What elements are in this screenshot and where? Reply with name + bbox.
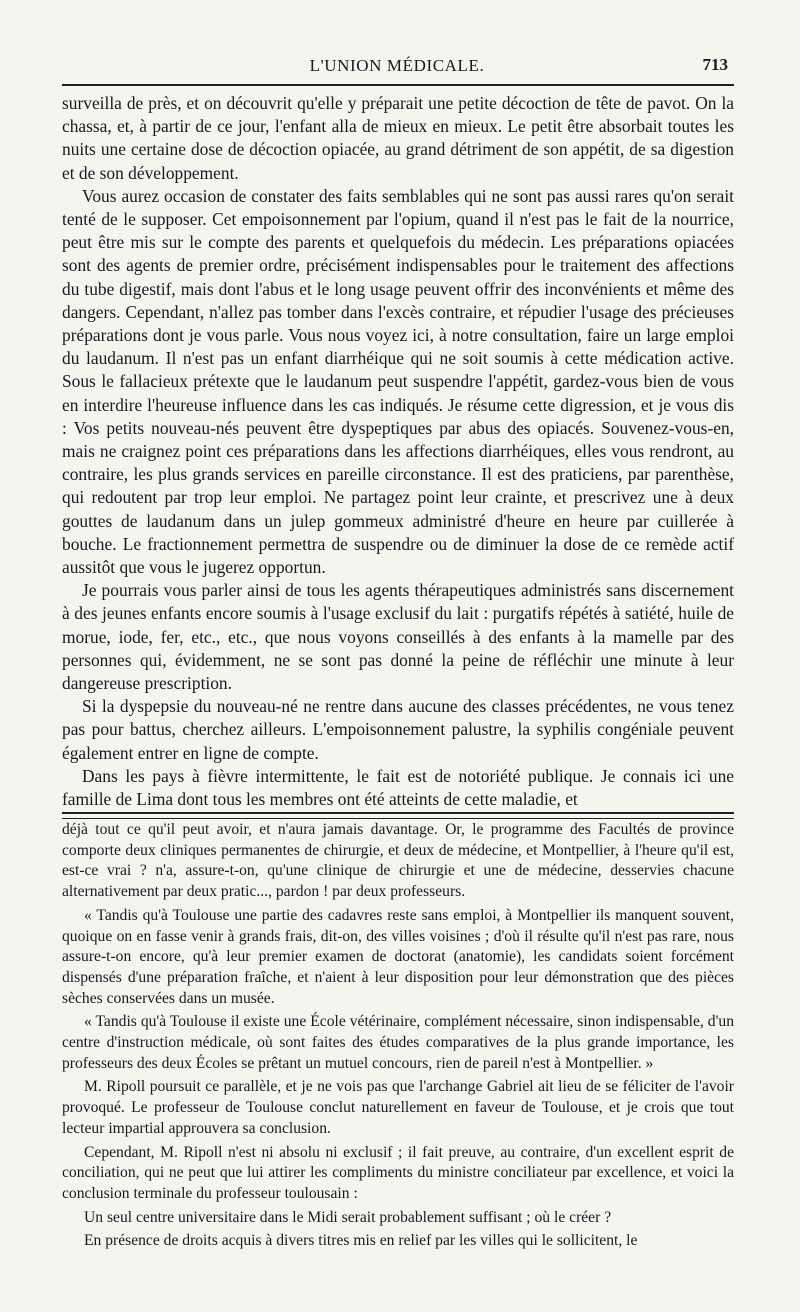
feuilleton-paragraph: En présence de droits acquis à divers titres mis en relief par les villes qui le sollicitent, le: [84, 1232, 638, 1250]
feuilleton-paragraph: Cependant, M. Ripoll n'est ni absolu ni exclusif ; il fait preuve, au contraire, d'un excellent esprit de conciliation, qui ne peut que lui attirer les compliments du ministre conciliateur par excellence, et voici la conclusion terminale du professeur toulousain :: [62, 1143, 734, 1202]
feuilleton-separator-rule: [62, 812, 734, 819]
main-paragraph: Je pourrais vous parler ainsi de tous les agents thérapeutiques administrés sans discernement à des jeunes enfants encore soumis à l'usage exclusif du lait : purgatifs répétés à satiété, huile de morue, iode, fer, etc., etc., que nous voyons conseillés à des enfants à la mamelle par des personnes qui, évidemment, ne se sont pas donné la peine de réfléchir une minute à leur dangereuse prescription.: [62, 580, 734, 694]
feuilleton-paragraph: Un seul centre universitaire dans le Midi serait probablement suffisant ; où le créer ?: [84, 1208, 612, 1226]
main-paragraph: surveilla de près, et on découvrit qu'elle y préparait une petite décoction de tête de pavot. On la chassa, et, à partir de ce jour, l'enfant alla de mieux en mieux. Le petit être absorbait toutes les nuits une certaine dose de décoction opiacée, au grand détriment de son appétit, de sa digestion et de son développement.: [62, 93, 734, 183]
feuilleton-paragraph: déjà tout ce qu'il peut avoir, et n'aura jamais davantage. Or, le programme des Facultés de province comporte deux cliniques permanentes de chirurgie, et deux de médecine, et Montpellier, à l'heure qu'il est, est-ce vrai ? n'a, assure-t-on, qu'une clinique de chirurgie et une de médecine, desservies chacune alternativement par deux pratic..., pardon ! par deux professeurs.: [62, 821, 734, 901]
feuilleton-text-column: [62, 820, 734, 1255]
header-rule: [62, 84, 734, 86]
feuilleton-paragraph: « Tandis qu'à Toulouse il existe une École vétérinaire, complément nécessaire, sinon indispensable, d'un centre d'instruction médicale, où sont faites des études comparatives de la plus grande importance, les professeurs des deux Écoles se prêtant un mutuel concours, rien de pareil n'est à Montpellier. »: [62, 1013, 734, 1072]
feuilleton-paragraph: M. Ripoll poursuit ce parallèle, et je ne vois pas que l'archange Gabriel ait lieu de se féliciter de l'avoir provoqué. Le professeur de Toulouse conclut naturellement en faveur de Toulouse, et je crois que tout lecteur impartial approuvera sa conclusion.: [62, 1078, 734, 1137]
main-paragraph: Si la dyspepsie du nouveau-né ne rentre dans aucune des classes précédentes, ne vous tenez pas pour battus, cherchez ailleurs. L'empoisonnement palustre, la syphilis congéniale peuvent également entrer en ligne de compte.: [62, 696, 734, 763]
journal-title: L'UNION MÉDICALE.: [309, 56, 485, 75]
running-header: [62, 52, 732, 78]
main-text-column: [62, 92, 734, 811]
main-paragraph: Vous aurez occasion de constater des faits semblables qui ne sont pas aussi rares qu'on serait tenté de le supposer. Cet empoisonnement par l'opium, quand il n'est pas le fait de la nourrice, peut être mis sur le compte des parents et quelquefois du médecin. Les préparations opiacées sont des agents de premier ordre, précisément indispensables pour le traitement des affections du tube digestif, mais dont l'abus et le long usage peuvent offrir des inconvénients et même des dangers. Cependant, n'allez pas tomber dans l'excès contraire, et répudier l'usage des précieuses préparations dont je vous parle. Vous nous voyez ici, à notre consultation, faire un large emploi du laudanum. Il n'est pas un enfant diarrhéique qui ne soit soumis à cette médication active. Sous le fallacieux prétexte que le laudanum peut suspendre l'appétit, gardez-vous bien de vous en interdire l'heureuse influence dans les cas indiqués. Je résume cette digression, et je vous dis : Vos petits nouveau-nés peuvent être dyspeptiques par abus des opiacés. Souvenez-vous-en, mais ne craignez point ces préparations dans les affections diarrhéiques, elles vous rendront, au contraire, les plus grands services en pareille circonstance. Il est des praticiens, par parenthèse, qui redoutent par trop leur emploi. Ne partagez point leur crainte, et prescrivez une à deux gouttes de laudanum dans un julep gommeux administré d'heure en heure par cuillerée à bouche. Le fractionnement permettra de suspendre ou de diminuer la dose de ce remède actif aussitôt que vous le jugerez opportun.: [62, 185, 734, 578]
main-paragraph: Dans les pays à fièvre intermittente, le fait est de notoriété publique. Je connais ici une famille de Lima dont tous les membres ont été atteints de cette maladie, et: [62, 765, 734, 810]
feuilleton-paragraph: « Tandis qu'à Toulouse une partie des cadavres reste sans emploi, à Montpellier ils manquent souvent, quoique on en fasse venir à grands frais, dit-on, des villes voisines ; d'où il résulte qu'il n'est pas rare, nous assure-t-on encore, qu'à leur premier examen de doctorat (anatomie), les candidats soient forcément dispensés d'une préparation fraîche, et n'aient à leur disposition pour leur démonstration que des pièces sèches conservées dans un musée.: [62, 906, 734, 1007]
page-number: 713: [702, 55, 728, 74]
